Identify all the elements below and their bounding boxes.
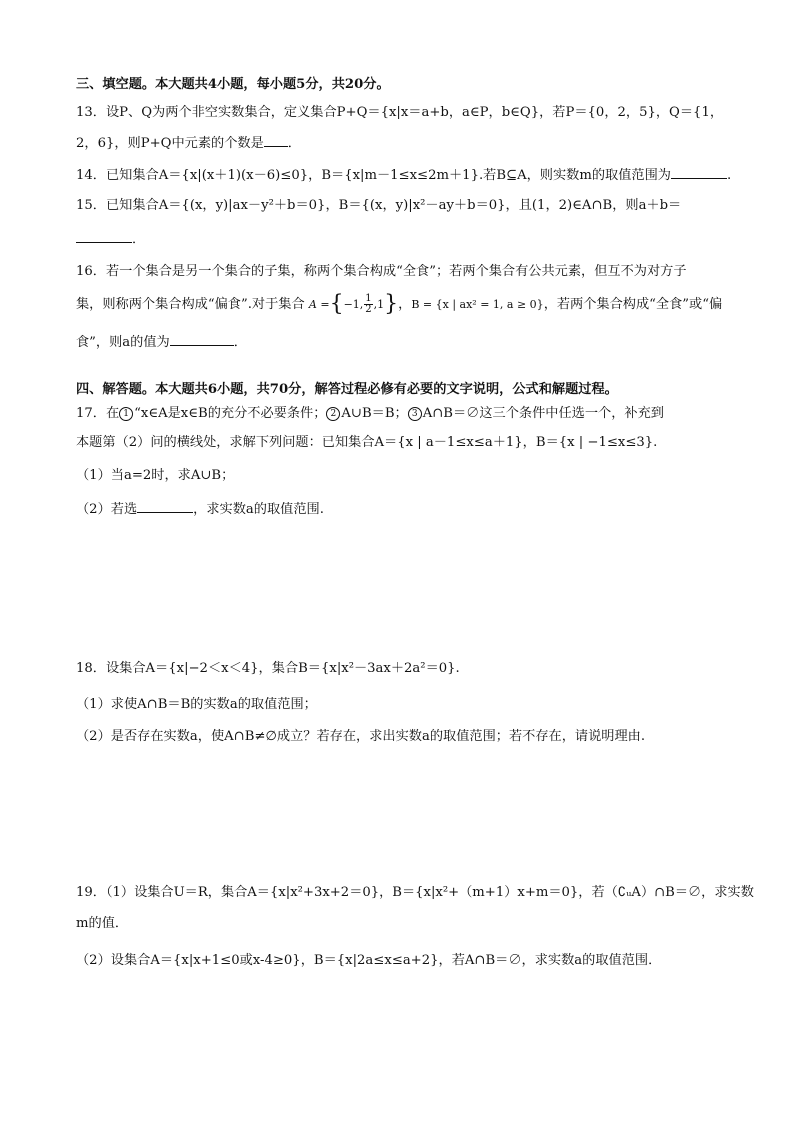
q16-line2-text: 集，则称两个集合构成“偏食”.对于集合 <box>76 297 305 312</box>
q19-line1: 19．（1）设集合U＝R，集合A＝{x|x²+3x+2＝0}，B＝{x|x²+（m+1）x+m＝0}，若（∁ᵤA）∩B＝∅，求实数 <box>76 885 754 900</box>
q13-line2-end: ． <box>287 136 301 151</box>
q15-line2 <box>76 229 145 249</box>
q15-answer-blank[interactable] <box>76 229 132 243</box>
section4-heading: 四、解答题。本大题共6小题，共70分，解答过程必修有必要的文字说明，公式和解题过程。 <box>76 382 618 397</box>
q16-frac-num: 1 <box>365 293 372 304</box>
q17-choice-blank[interactable] <box>137 499 193 513</box>
q15-line2-end: ． <box>132 232 146 247</box>
q19-part2: （2）设集合A＝{x|x+1≤0或x-4≥0}，B＝{x|2a≤x≤a+2}，若A∩B＝∅，求实数a的取值范围． <box>76 953 662 968</box>
q17-line1-d: A∩B＝∅这三个条件中任选一个，补充到 <box>422 406 664 421</box>
q16-answer-blank[interactable] <box>170 332 234 346</box>
q16-set-a-right: ,1 <box>373 298 385 311</box>
q17-line1-b: “x∈A是x∈B的充分不必要条件； <box>134 406 327 421</box>
q16-fraction <box>364 294 372 315</box>
q16-line3-end: ． <box>233 335 247 350</box>
q13-line1: 13．设P、Q为两个非空实数集合，定义集合P+Q＝{x|x＝a+b，a∈P，b∈Q}，若P＝{0，2，5}，Q＝{1， <box>76 105 724 120</box>
q13-line2-text: 2，6}，则P+Q中元素的个数是 <box>76 136 264 151</box>
q16-line2-end: ，若两个集合构成“全食”或“偏 <box>543 297 723 312</box>
q18-part1: （1）求使A∩B＝B的实数a的取值范围； <box>76 697 317 712</box>
circled-two-icon: 2 <box>326 407 340 421</box>
q14-answer-blank[interactable] <box>671 165 727 179</box>
q16-line2 <box>76 291 723 317</box>
q14-end: . <box>726 168 732 183</box>
q17-line2: 本题第（2）问的横线处，求解下列问题：已知集合A＝{x | a－1≤x≤a＋1}，B＝{x | −1≤x≤3}. <box>76 435 658 450</box>
q16-comma: ， <box>398 297 412 312</box>
q16-frac-den: 2 <box>365 304 372 315</box>
q18-part2: （2）是否存在实数a，使A∩B≠∅成立？若存在，求出实数a的取值范围；若不存在，请说明理由. <box>76 729 646 744</box>
q16-line3-text: 食”，则a的值为 <box>76 335 170 350</box>
q16-line3 <box>76 332 247 352</box>
left-brace-icon: { <box>329 291 344 317</box>
q14-text: 14．已知集合A＝{x|(x＋1)(x－6)≤0}，B＝{x|m－1≤x≤2m＋1}.若B⊆A，则实数m的取值范围为 <box>76 168 671 183</box>
q17-line1-a: 17．在 <box>76 406 120 421</box>
right-brace-icon: } <box>384 291 399 317</box>
q13-answer-blank[interactable] <box>264 133 288 147</box>
q17-part2 <box>76 499 324 519</box>
q17-part2-text: （2）若选 <box>76 502 138 517</box>
section3-heading: 三、填空题。本大题共4小题，每小题5分，共20分。 <box>76 77 390 92</box>
q17-line1 <box>76 405 664 423</box>
q16-set-b: B = {x | ax² = 1, a ≥ 0} <box>411 298 544 311</box>
circled-three-icon: 3 <box>408 407 422 421</box>
q16-set-a-label: A = <box>308 298 330 311</box>
q18-line1: 18．设集合A＝{x|−2＜x＜4}，集合B＝{x|x²－3ax＋2a²＝0}. <box>76 661 460 676</box>
q19-line2: m的值． <box>76 916 129 931</box>
q14-line <box>76 165 731 185</box>
q17-part1: （1）当a=2时，求A∪B； <box>76 468 235 483</box>
q17-part2-end: ，求实数a的取值范围. <box>193 502 324 517</box>
circled-one-icon: 1 <box>119 407 133 421</box>
q17-line1-c: A∪B＝B； <box>341 406 408 421</box>
q16-line1: 16．若一个集合是另一个集合的子集，称两个集合构成“全食”；若两个集合有公共元素，但互不为对方子 <box>76 264 687 279</box>
q16-set-a-left: −1, <box>343 298 364 311</box>
q13-line2 <box>76 133 301 153</box>
q15-line1: 15．已知集合A＝{(x，y)|ax－y²＋b＝0}，B＝{(x，y)|x²－ay＋b＝0}，且(1，2)∈A∩B，则a＋b＝ <box>76 198 682 213</box>
